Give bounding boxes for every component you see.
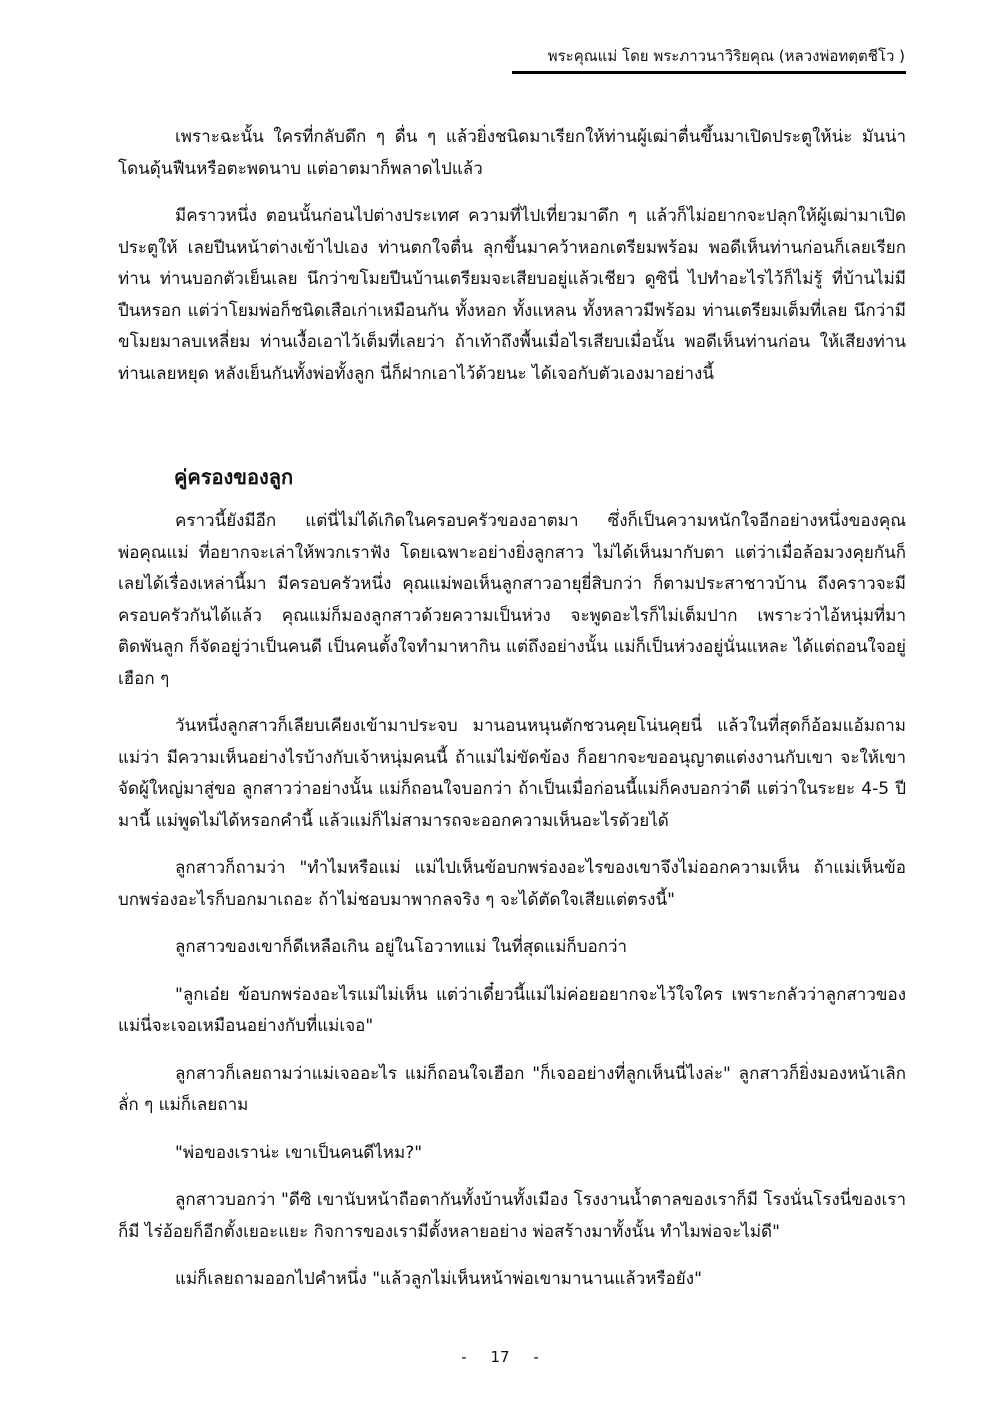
body-paragraph: ลูกสาวของเขาก็ดีเหลือเกิน อยู่ในโอวาทแม่ ในที่สุดแม่ก็บอกว่า (175, 937, 628, 957)
body-paragraph: "ลูกเอ๋ย ข้อบกพร่องอะไรแม่ไม่เห็น แต่ว่าเดี๋ยวนี้แม่ไม่ค่อยอยากจะไว้ใจใคร เพราะกลัวว่าลูกสาวของแม่นี่จะเจอเหมือนอย่างกับที่แม่เจอ" (118, 984, 906, 1036)
body-paragraph: คราวนี้ยังมีอีก แต่นี่ไม่ได้เกิดในครอบครัวของอาตมา ซึ่งก็เป็นความหนักใจอีกอย่างหนึ่งของคุณพ่อคุณแม่ ที่อยากจะเล่าให้พวกเราฟัง โดยเฉพาะอย่างยิ่งลูกสาว ไม่ได้เห็นมากับตา แต่ว่าเมื่อล้อมวงคุยกันก็เลยได้เรื่องเหล่านี้มา มีครอบครัวหนึ่ง คุณแม่พอเห็นลูกสาวอายุยี่สิบกว่า ก็ตามประสาชาวบ้าน ถึงคราวจะมีครอบครัวกันได้แล้ว คุณแม่ก็มองลูกสาวด้วยความเป็นห่วง จะพูดอะไรก็ไม่เต็มปาก เพราะว่าไอ้หนุ่มที่มาติดพันลูก ก็จัดอยู่ว่าเป็นคนดี เป็นคนตั้งใจทำมาหากิน แต่ถึงอย่างนั้น แม่ก็เป็นห่วงอยู่นั่นแหละ ได้แต่ถอนใจอยู่เฮือก ๆ (118, 511, 906, 689)
body-paragraph: เพราะฉะนั้น ใครที่กลับดึก ๆ ดื่น ๆ แล้วยิ่งชนิดมาเรียกให้ท่านผู้เฒ่าตื่นขึ้นมาเปิดประตูให้น่ะ มันน่าโดนดุ้นฟืนหรือตะพดนาบ แต่อาตมาก็พลาดไปแล้ว (118, 127, 906, 179)
page-content (118, 122, 906, 1296)
body-paragraph: มีคราวหนึ่ง ตอนนั้นก่อนไปต่างประเทศ ความที่ไปเที่ยวมาดึก ๆ แล้วก็ไม่อยากจะปลุกให้ผู้เฒ่ามาเปิดประตูให้ เลยปีนหน้าต่างเข้าไปเอง ท่านตกใจตื่น ลุกขึ้นมาคว้าหอกเตรียมพร้อม พอดีเห็นท่านก่อนก็เลยเรียกท่าน ท่านบอกตัวเย็นเลย นึกว่าขโมยปีนบ้านเตรียมจะเสียบอยู่แล้วเชียว ดูซินี่ ไปทำอะไรไว้ก็ไม่รู้ ที่บ้านไม่มีปืนหรอก แต่ว่าโยมพ่อก็ชนิดเสือเก่าเหมือนกัน ทั้งหอก ทั้งแหลน ทั้งหลาวมีพร้อม ท่านเตรียมเต็มที่เลย นึกว่ามีขโมยมาลบเหลี่ยม ท่านเงื้อเอาไว้เต็มที่เลยว่า ถ้าเท้าถึงพื้นเมื่อไรเสียบเมื่อนั้น พอดีเห็นท่านก่อน ให้เสียงท่าน ท่านเลยหยุด หลังเย็นกันทั้งพ่อทั้งลูก นี่ก็ฝากเอาไว้ด้วยนะ ได้เจอกับตัวเองมาอย่างนี้ (118, 206, 906, 384)
header-rule (512, 71, 906, 74)
running-header: พระคุณแม่ โดย พระภาวนาวิริยคุณ (หลวงพ่อทตฺตชีโว ) (547, 47, 905, 65)
page-number: - 17 - (461, 1348, 539, 1366)
body-paragraph: "พ่อของเราน่ะ เขาเป็นคนดีไหม?" (175, 1142, 423, 1163)
body-paragraph: วันหนึ่งลูกสาวก็เลียบเคียงเข้ามาประจบ มานอนหนุนตักชวนคุยโน่นคุยนี่ แล้วในที่สุดก็อ้อมแอ้มถามแม่ว่า มีความเห็นอย่างไรบ้างกับเจ้าหนุ่มคนนี้ ถ้าแม่ไม่ขัดข้อง ก็อยากจะขออนุญาตแต่งงานกับเขา จะให้เขาจัดผู้ใหญ่มาสู่ขอ ลูกสาวว่าอย่างนั้น แม่ก็ถอนใจบอกว่า ถ้าเป็นเมื่อก่อนนี้แม่ก็คงบอกว่าดี แต่ว่าในระยะ 4-5 ปีมานี้ แม่พูดไม่ได้หรอกคำนี้ แล้วแม่ก็ไม่สามารถจะออกความเห็นอะไรด้วยได้ (118, 716, 906, 831)
section-heading: คู่ครองของลูก (174, 465, 294, 489)
body-paragraph: แม่ก็เลยถามออกไปคำหนึ่ง "แล้วลูกไม่เห็นหน้าพ่อเขามานานแล้วหรือยัง" (175, 1269, 702, 1289)
body-paragraph: ลูกสาวบอกว่า "ดีซิ เขานับหน้าถือตากันทั้งบ้านทั้งเมือง โรงงานน้ำตาลของเราก็มี โรงนั่นโรงนี่ของเราก็มี ไร่อ้อยก็อีกตั้งเยอะแยะ กิจการของเรามีตั้งหลายอย่าง พ่อสร้างมาทั้งนั้น ทำไมพ่อจะไม่ดี" (118, 1190, 906, 1242)
body-paragraph: ลูกสาวก็ถามว่า "ทำไมหรือแม่ แม่ไปเห็นข้อบกพร่องอะไรของเขาจึงไม่ออกความเห็น ถ้าแม่เห็นข้อบกพร่องอะไรก็บอกมาเถอะ ถ้าไม่ชอบมาพากลจริง ๆ จะได้ตัดใจเสียแต่ตรงนี้" (118, 858, 906, 910)
body-paragraph: ลูกสาวก็เลยถามว่าแม่เจออะไร แม่ก็ถอนใจเฮือก "ก็เจออย่างที่ลูกเห็นนี่ไงล่ะ" ลูกสาวก็ยิ่งมองหน้าเลิกลั่ก ๆ แม่ก็เลยถาม (118, 1063, 906, 1115)
